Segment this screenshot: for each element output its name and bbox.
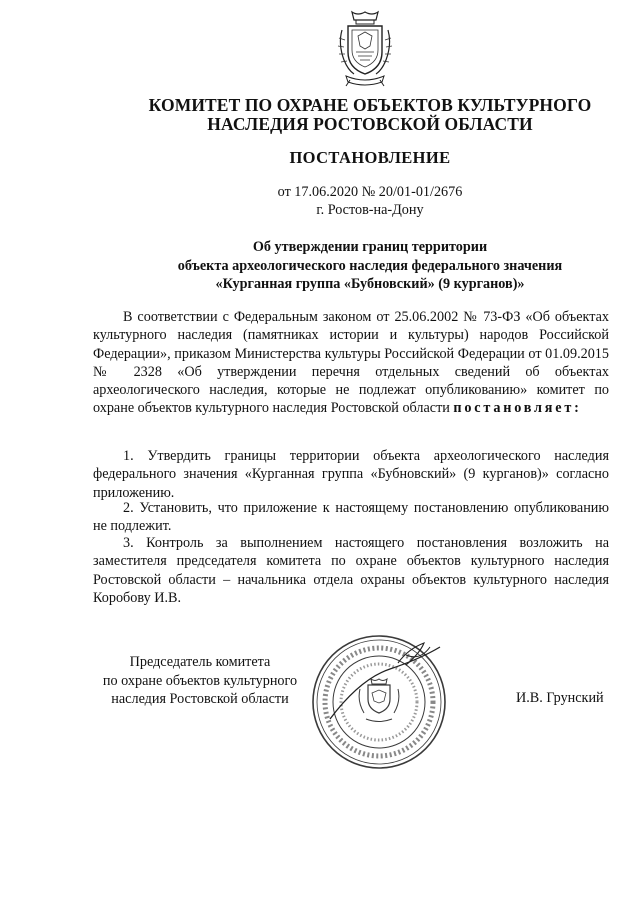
official-seal-icon	[310, 633, 448, 771]
signatory-title-line-2: по охране объектов культурного	[102, 672, 298, 689]
coat-of-arms-icon	[336, 8, 394, 88]
item-2-text: 2. Установить, что приложение к настоящему постановлению опубликованию не подлежит.	[93, 500, 609, 535]
preamble-text: В соответствии с Федеральным законом от 25.06.2002 № 73-ФЗ «Об объектах культурного наследия (памятниках истории и культуры) народов Российской Федерации», приказом Министерства культуры Российской Федерации от 01.09.2015 № 2328 «Об утверждении перечня отдельных сведений об объектах археологического наследия, которые не подлежат опубликованию» комитет по охране объектов культурного наследия Ростовской области	[93, 309, 609, 417]
document-type: ПОСТАНОВЛЕНИЕ	[289, 148, 451, 167]
decree-word: постановляет:	[453, 400, 582, 417]
item-3-paragraph	[93, 534, 609, 607]
organization-name	[120, 96, 620, 134]
signatory-name: И.В. Грунский	[516, 690, 604, 706]
document-subject	[100, 238, 640, 294]
subject-line-3: «Курганная группа «Бубновский» (9 курганов)»	[215, 276, 525, 292]
org-line-2: НАСЛЕДИЯ РОСТОВСКОЙ ОБЛАСТИ	[207, 114, 533, 134]
preamble-paragraph	[93, 308, 609, 418]
item-1-text: 1. Утвердить границы территории объекта археологического наследия федерального значения «Курганная группа «Бубновский» (9 курганов)» согласно приложению.	[93, 448, 609, 501]
document-meta	[120, 184, 620, 219]
place: г. Ростов-на-Дону	[316, 201, 424, 218]
item-3-text: 3. Контроль за выполнением настоящего постановления возложить на заместителя председателя комитета по охране объектов культурного наследия Ростовской области – начальника отдела охраны объектов культурного наследия Коробову И.В.	[93, 535, 609, 606]
subject-line-1: Об утверждении границ территории	[252, 239, 488, 255]
item-1-paragraph	[93, 447, 609, 502]
date-number: от 17.06.2020 № 20/01-01/2676	[277, 184, 463, 200]
signatory-title-line-1: Председатель комитета	[129, 654, 271, 670]
org-line-1: КОМИТЕТ ПО ОХРАНЕ ОБЪЕКТОВ КУЛЬТУРНОГО	[148, 95, 592, 115]
signatory-title	[70, 653, 330, 709]
subject-line-2: объекта археологического наследия федерального значения	[177, 257, 563, 274]
signatory-title-line-3: наследия Ростовской области	[111, 691, 289, 707]
item-2-paragraph	[93, 499, 609, 536]
